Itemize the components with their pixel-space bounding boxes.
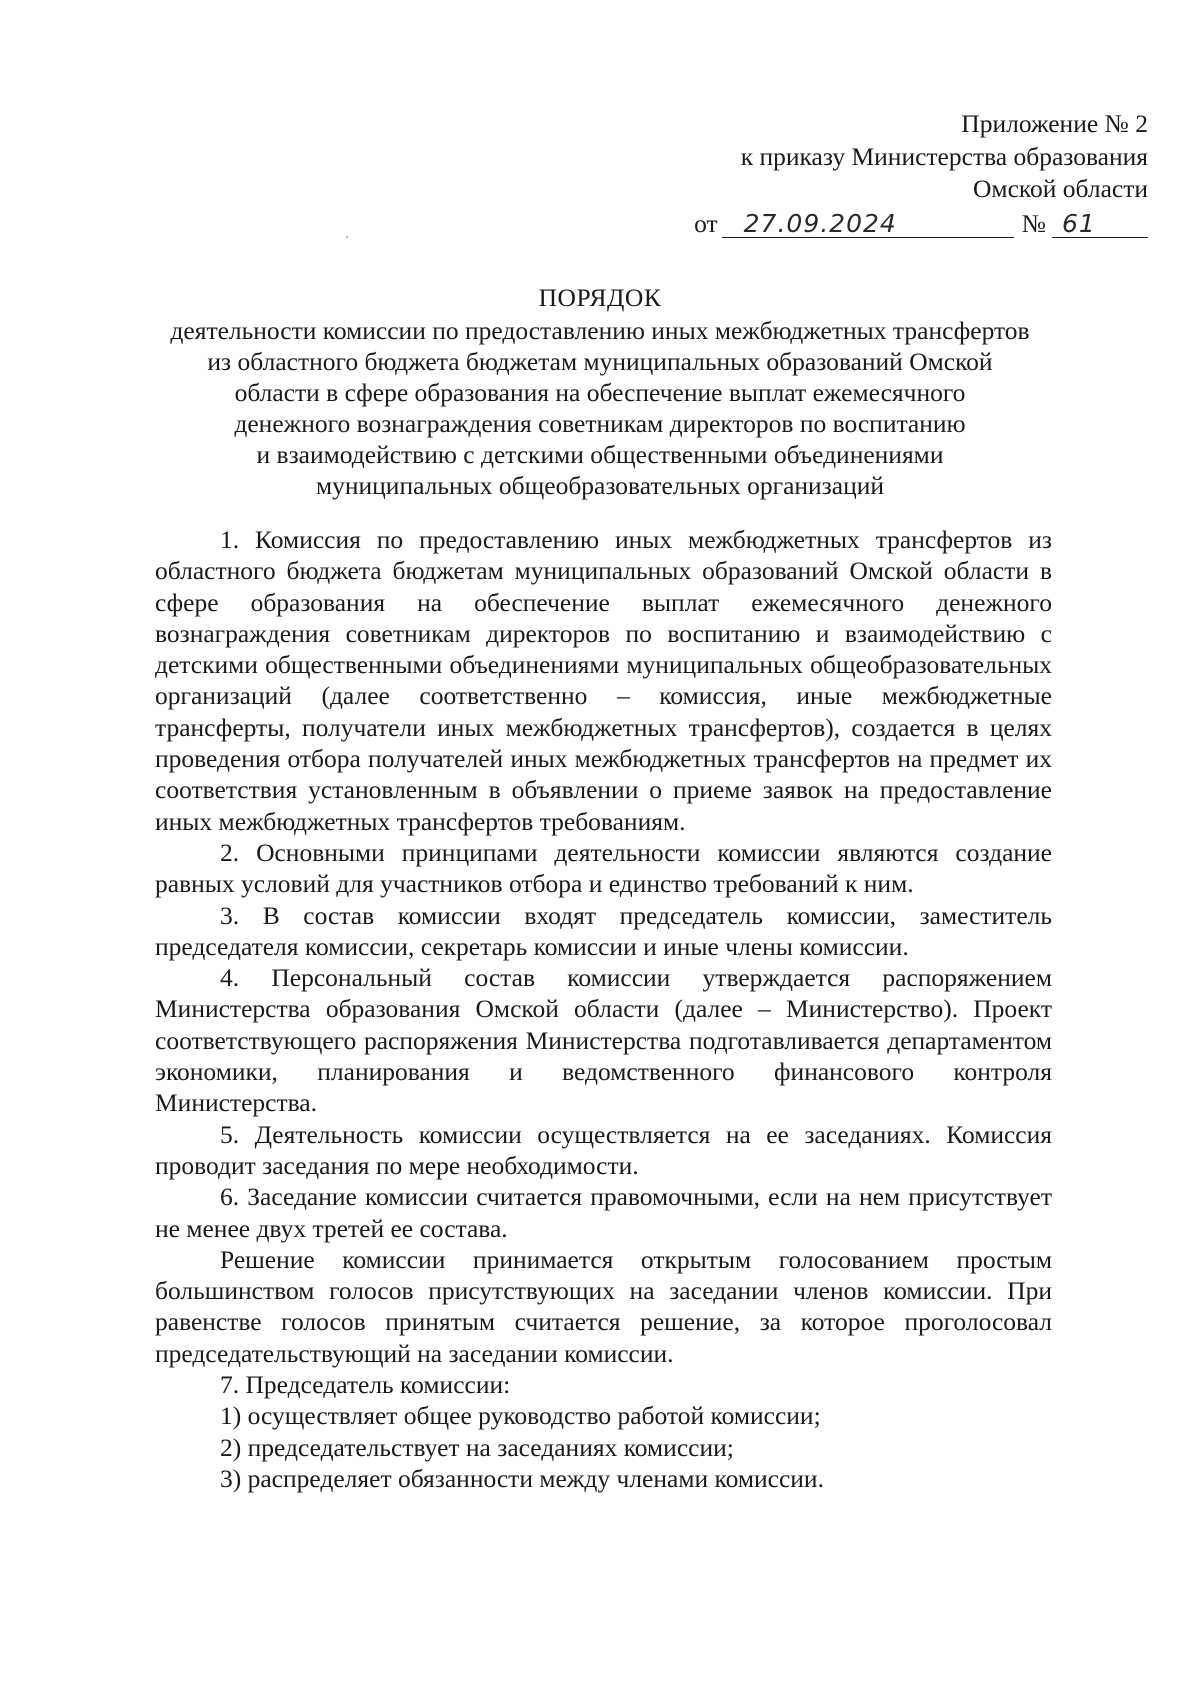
paragraph-6: 6. Заседание комиссии считается правомочными, если на нем присутствует не менее двух третей ее состава. — [155, 1182, 1052, 1243]
appendix-number: Приложение № 2 — [961, 109, 1148, 138]
date-number-line — [628, 208, 1148, 241]
date-prefix: от — [694, 208, 718, 238]
title-line: области в сфере образования на обеспечение выплат ежемесячного — [234, 378, 966, 407]
paragraph-2: 2. Основными принципами деятельности комиссии являются создание равных условий для участников отбора и единство требований к ним. — [155, 837, 1052, 899]
region-name: Омской области — [973, 174, 1148, 203]
number-sign: № — [1021, 208, 1046, 238]
handwritten-number: 61 — [1062, 208, 1096, 238]
title-line: муниципальных общеобразовательных организаций — [315, 471, 885, 500]
document-body — [155, 524, 1052, 1494]
title-line: из областного бюджета бюджетам муниципальных образований Омской — [207, 347, 993, 376]
document-title — [100, 282, 1100, 501]
title-line: деятельности комиссии по предоставлению иных межбюджетных трансфертов — [170, 316, 1030, 345]
title-heading: ПОРЯДОК — [538, 283, 662, 312]
order-reference: к приказу Министерства образования — [740, 141, 1148, 171]
paragraph-1: 1. Комиссия по предоставлению иных межбюджетных трансфертов из областного бюджета бюджетам муниципальных образований Омской области в сфере образования на обеспечение выплат ежемесячного денежного вознаграждения советникам директоров по воспитанию и взаимодействию с детскими общественными объединениями муниципальных общеобразовательных организаций (далее соответственно – комиссия, иные межбюджетные трансферты, получатели иных межбюджетных трансфертов), создается в целях проведения отбора получателей иных межбюджетных трансфертов на предмет их соответствия установленным в объявлении о приеме заявок на предоставление иных межбюджетных трансфертов требованиям. — [155, 525, 1052, 836]
list-item: 2) председательствует на заседаниях комиссии; — [220, 1432, 734, 1462]
title-line: денежного вознаграждения советникам директоров по воспитанию — [234, 409, 966, 438]
paragraph-7: 7. Председатель комиссии: — [220, 1370, 511, 1400]
list-item: 1) осуществляет общее руководство работой комиссии; — [220, 1401, 821, 1431]
paragraph-6-decision: Решение комиссии принимается открытым голосованием простым большинством голосов присутствующих на заседании членов комиссии. При равенстве голосов принятым считается решение, за которое проголосовал председательствующий на заседании комиссии. — [155, 1244, 1052, 1368]
appendix-header — [628, 108, 1148, 240]
paragraph-3: 3. В состав комиссии входят председатель комиссии, заместитель председателя комиссии, секретарь комиссии и иные члены комиссии. — [155, 900, 1052, 961]
scan-dot — [346, 236, 348, 238]
number-field — [1052, 210, 1148, 238]
paragraph-5: 5. Деятельность комиссии осуществляется на ее заседаниях. Комиссия проводит заседания по мере необходимости. — [155, 1119, 1052, 1180]
paragraph-4: 4. Персональный состав комиссии утверждается распоряжением Министерства образования Омской области (далее – Министерство). Проект соответствующего распоряжения Министерства подготавливается департаментом экономики, планирования и ведомственного финансового контроля Министерства. — [155, 963, 1052, 1118]
date-field — [722, 210, 1014, 238]
list-item: 3) распределяет обязанности между членами комиссии. — [220, 1463, 824, 1493]
handwritten-date: 27.09.2024 — [743, 208, 897, 238]
title-line: и взаимодействию с детскими общественными объединениями — [256, 440, 944, 469]
